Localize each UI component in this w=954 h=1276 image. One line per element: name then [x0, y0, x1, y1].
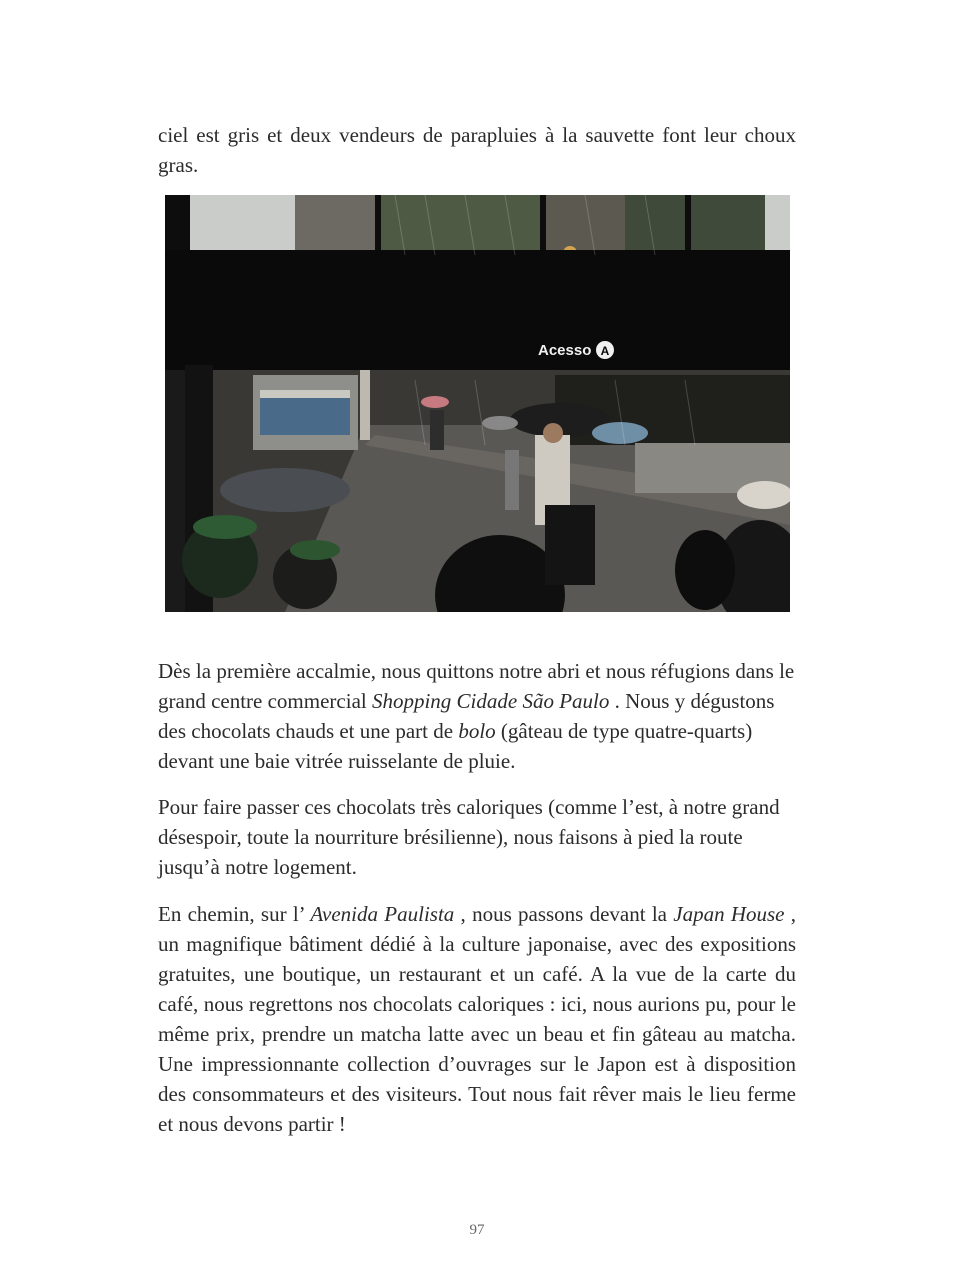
p3-text-e: , un magnifique bâtiment dédié à la culture japonaise, avec des expositions gratuites, une boutique, un restaurant et un café. A la vue de la carte du café, nous regrettons nos chocolats caloriques : ici, nous aurions pu, pour le même prix, prendre un matcha latte avec un beau et fin gâteau au matcha. Une impressionnante collection d’ouvrages sur le Japon est à disposition des consommateurs et des visiteurs. Tout nous fait rêver mais le lieu ferme et nous devons partir ! [158, 902, 797, 1136]
p3-text-a: En chemin, sur l’ [158, 902, 311, 926]
p3-avenida: Avenida Paulista [310, 902, 455, 926]
p1-text-c: . Nous y dégustons des chocolats chauds et une part de [158, 689, 775, 743]
acesso-sign-letter: A [600, 344, 610, 358]
p1-bolo: bolo [458, 719, 496, 743]
paragraph-chocolats: Pour faire passer ces chocolats très caloriques (comme l’est, à notre grand désespoir, toute la nourriture brésilienne), nous faisons à pied la route jusqu’à notre logement. [158, 795, 780, 879]
page-number: 97 [469, 1222, 485, 1238]
paragraph-accalmie [158, 656, 796, 776]
acesso-sign: Acesso [538, 342, 592, 359]
p3-japan-house: Japan House [673, 902, 785, 926]
paragraph-continued: ciel est gris et deux vendeurs de parapluies à la sauvette font leur choux gras. [158, 123, 796, 177]
p1-text-e: (gâteau de type quatre-quarts) devant une baie vitrée ruisselante de pluie. [158, 719, 753, 773]
p1-text-a: Dès la première accalmie, nous quittons notre abri et nous réfugions dans le grand centre commercial [158, 659, 795, 713]
p3-text-c: , nous passons devant la [454, 902, 674, 926]
p1-shopping-name: Shopping Cidade São Paulo [371, 689, 610, 713]
photo-rain-metro-entrance [165, 195, 790, 612]
paragraph-japan-house [158, 899, 796, 1139]
